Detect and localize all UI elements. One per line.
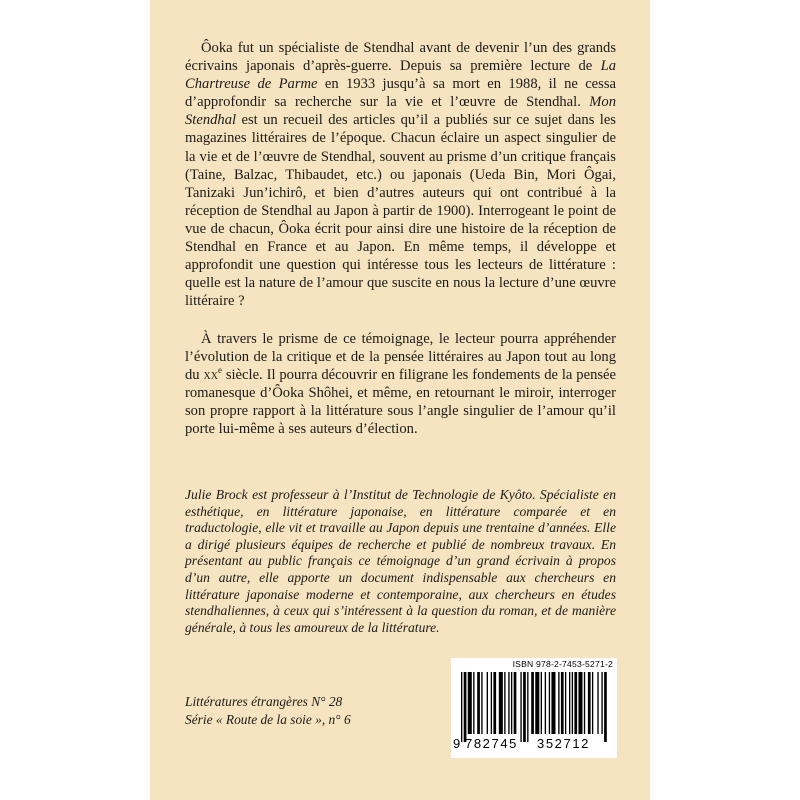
barcode-bar [597,672,598,734]
barcode-bar [504,672,505,734]
barcode-bar [511,672,512,734]
barcode-bar [584,672,585,734]
barcode-bar [493,672,496,734]
barcode-bar [499,672,503,734]
barcode-bar [468,672,472,734]
barcode-bar [574,672,577,734]
barcode-bar [523,672,526,742]
barcode-bar [565,672,566,734]
series-info [185,693,445,728]
barcode-digits-left: 782745 [465,736,518,751]
translator-bio: Julie Brock est professeur à l’Institut de Technologie de Kyôto. Spécialiste en esthétique, en littérature japonaise, en littérature comparée et en traductologie, elle vit et travaille au Japon depuis une trentaine d’années. Elle a dirigé plusieurs équipes de recherche et publié de nombreux travaux. En présentant au public français ce témoignage d’un grand écrivain à propos d’un autre, elle apporte un document indispensable aux chercheurs en littérature japonaise moderne et contemporaine, aux chercheurs en études stendhaliennes, à ceux qui s’intéressent à la question du roman, et de manière générale, à tous les amoureux de la littérature. [185,487,616,635]
barcode-bar [473,672,474,734]
barcode-bar [464,672,467,742]
barcode-bar [561,672,564,734]
barcode-bar [572,672,573,734]
series-line-2: Série « Route de la soie », n° 6 [185,711,351,727]
barcode-bar [461,672,462,742]
description-paragraph-1 [185,39,616,310]
barcode-bar [569,672,570,734]
barcode-block [451,658,617,758]
barcode-bar [491,672,492,734]
isbn-label: ISBN 978-2-7453-5271-2 [512,659,613,669]
barcode-bar [541,672,542,734]
barcode-bar [535,672,539,734]
barcode-bar [545,672,546,734]
barcode-bar [481,672,482,734]
barcode-bars [459,672,611,742]
book-title-chartreuse: La Chartreuse de Parme [185,58,616,93]
century-superscript: e [217,365,222,376]
barcode-bar [558,672,559,734]
century-numeral: xx [203,367,218,384]
barcode-bar [527,672,528,742]
barcode-bar [604,672,607,742]
barcode-bar [592,672,593,734]
barcode-bar [487,672,488,734]
barcode-bar [520,672,521,742]
book-title-mon-stendhal: Mon Stendhal [185,94,616,129]
barcode-bar [601,672,602,734]
barcode-digits-right: 352712 [537,736,590,751]
series-line-1: Littératures étrangères N° 28 [185,694,343,709]
description-paragraph-2 [185,330,616,439]
paragraph-2-text-b: siècle. Il pourra découvrir en filigrane les fondements de la pensée romanesque d’Ôoka Shôhei, et même, en retournant le miroir, interroger son propre rapport à la littérature sous l’angle singulier de l’amour qu’il porte lui-même à ses auteurs d’élection. [185,367,616,438]
barcode-bar [531,672,534,734]
paragraph-1-text-a: Ôoka fut un spécialiste de Stendhal avant de devenir l’un des grands écrivains japonais d’après-guerre. Depuis sa première lecture de [185,40,616,75]
barcode-digit-first: 9 [453,736,461,751]
paragraph-1-text-b: en 1933 jusqu’à sa mort en 1988, il ne cessa d’approfondir sa recherche sur la vie et l’œuvre de Stendhal. [185,76,617,111]
barcode-bar [477,672,480,734]
barcode-bar [551,672,555,734]
barcode-bar [578,672,582,734]
barcode-bar [588,672,591,734]
barcode-bar [508,672,509,734]
paragraph-2-text-a: À travers le prisme de ce témoignage, le lecteur pourra appréhender l’évolution de la critique et de la pensée littéraires au Japon tout au long du [185,331,616,384]
paragraph-1-text-c: est un recueil des articles qu’il a publiés sur ce sujet dans les magazines littéraires de l’époque. Chacun éclaire un aspect singulier de la vie et de l’œuvre de Stendhal, souvent au prisme d’un critique français (Taine, Balzac, Thibaudet, etc.) ou japonais (Ueda Bin, Mori Ôgai, Tanizaki Jun’ichirô, et bien d’autres auteurs qui ont contribué à la réception de Stendhal au Japon à partir de 1900). Interrogeant le point de vue de chacun, Ôoka écrit pour ainsi dire une histoire de la réception de Stendhal en France et au Japon. En même temps, il développe et approfondit une question qui intéresse tous les lecteurs de littérature : quelle est la nature de l’amour que suscite en nous la lecture d’une œuvre littéraire ? [185,112,616,310]
barcode-bar [549,672,550,734]
barcode-bar [514,672,517,734]
